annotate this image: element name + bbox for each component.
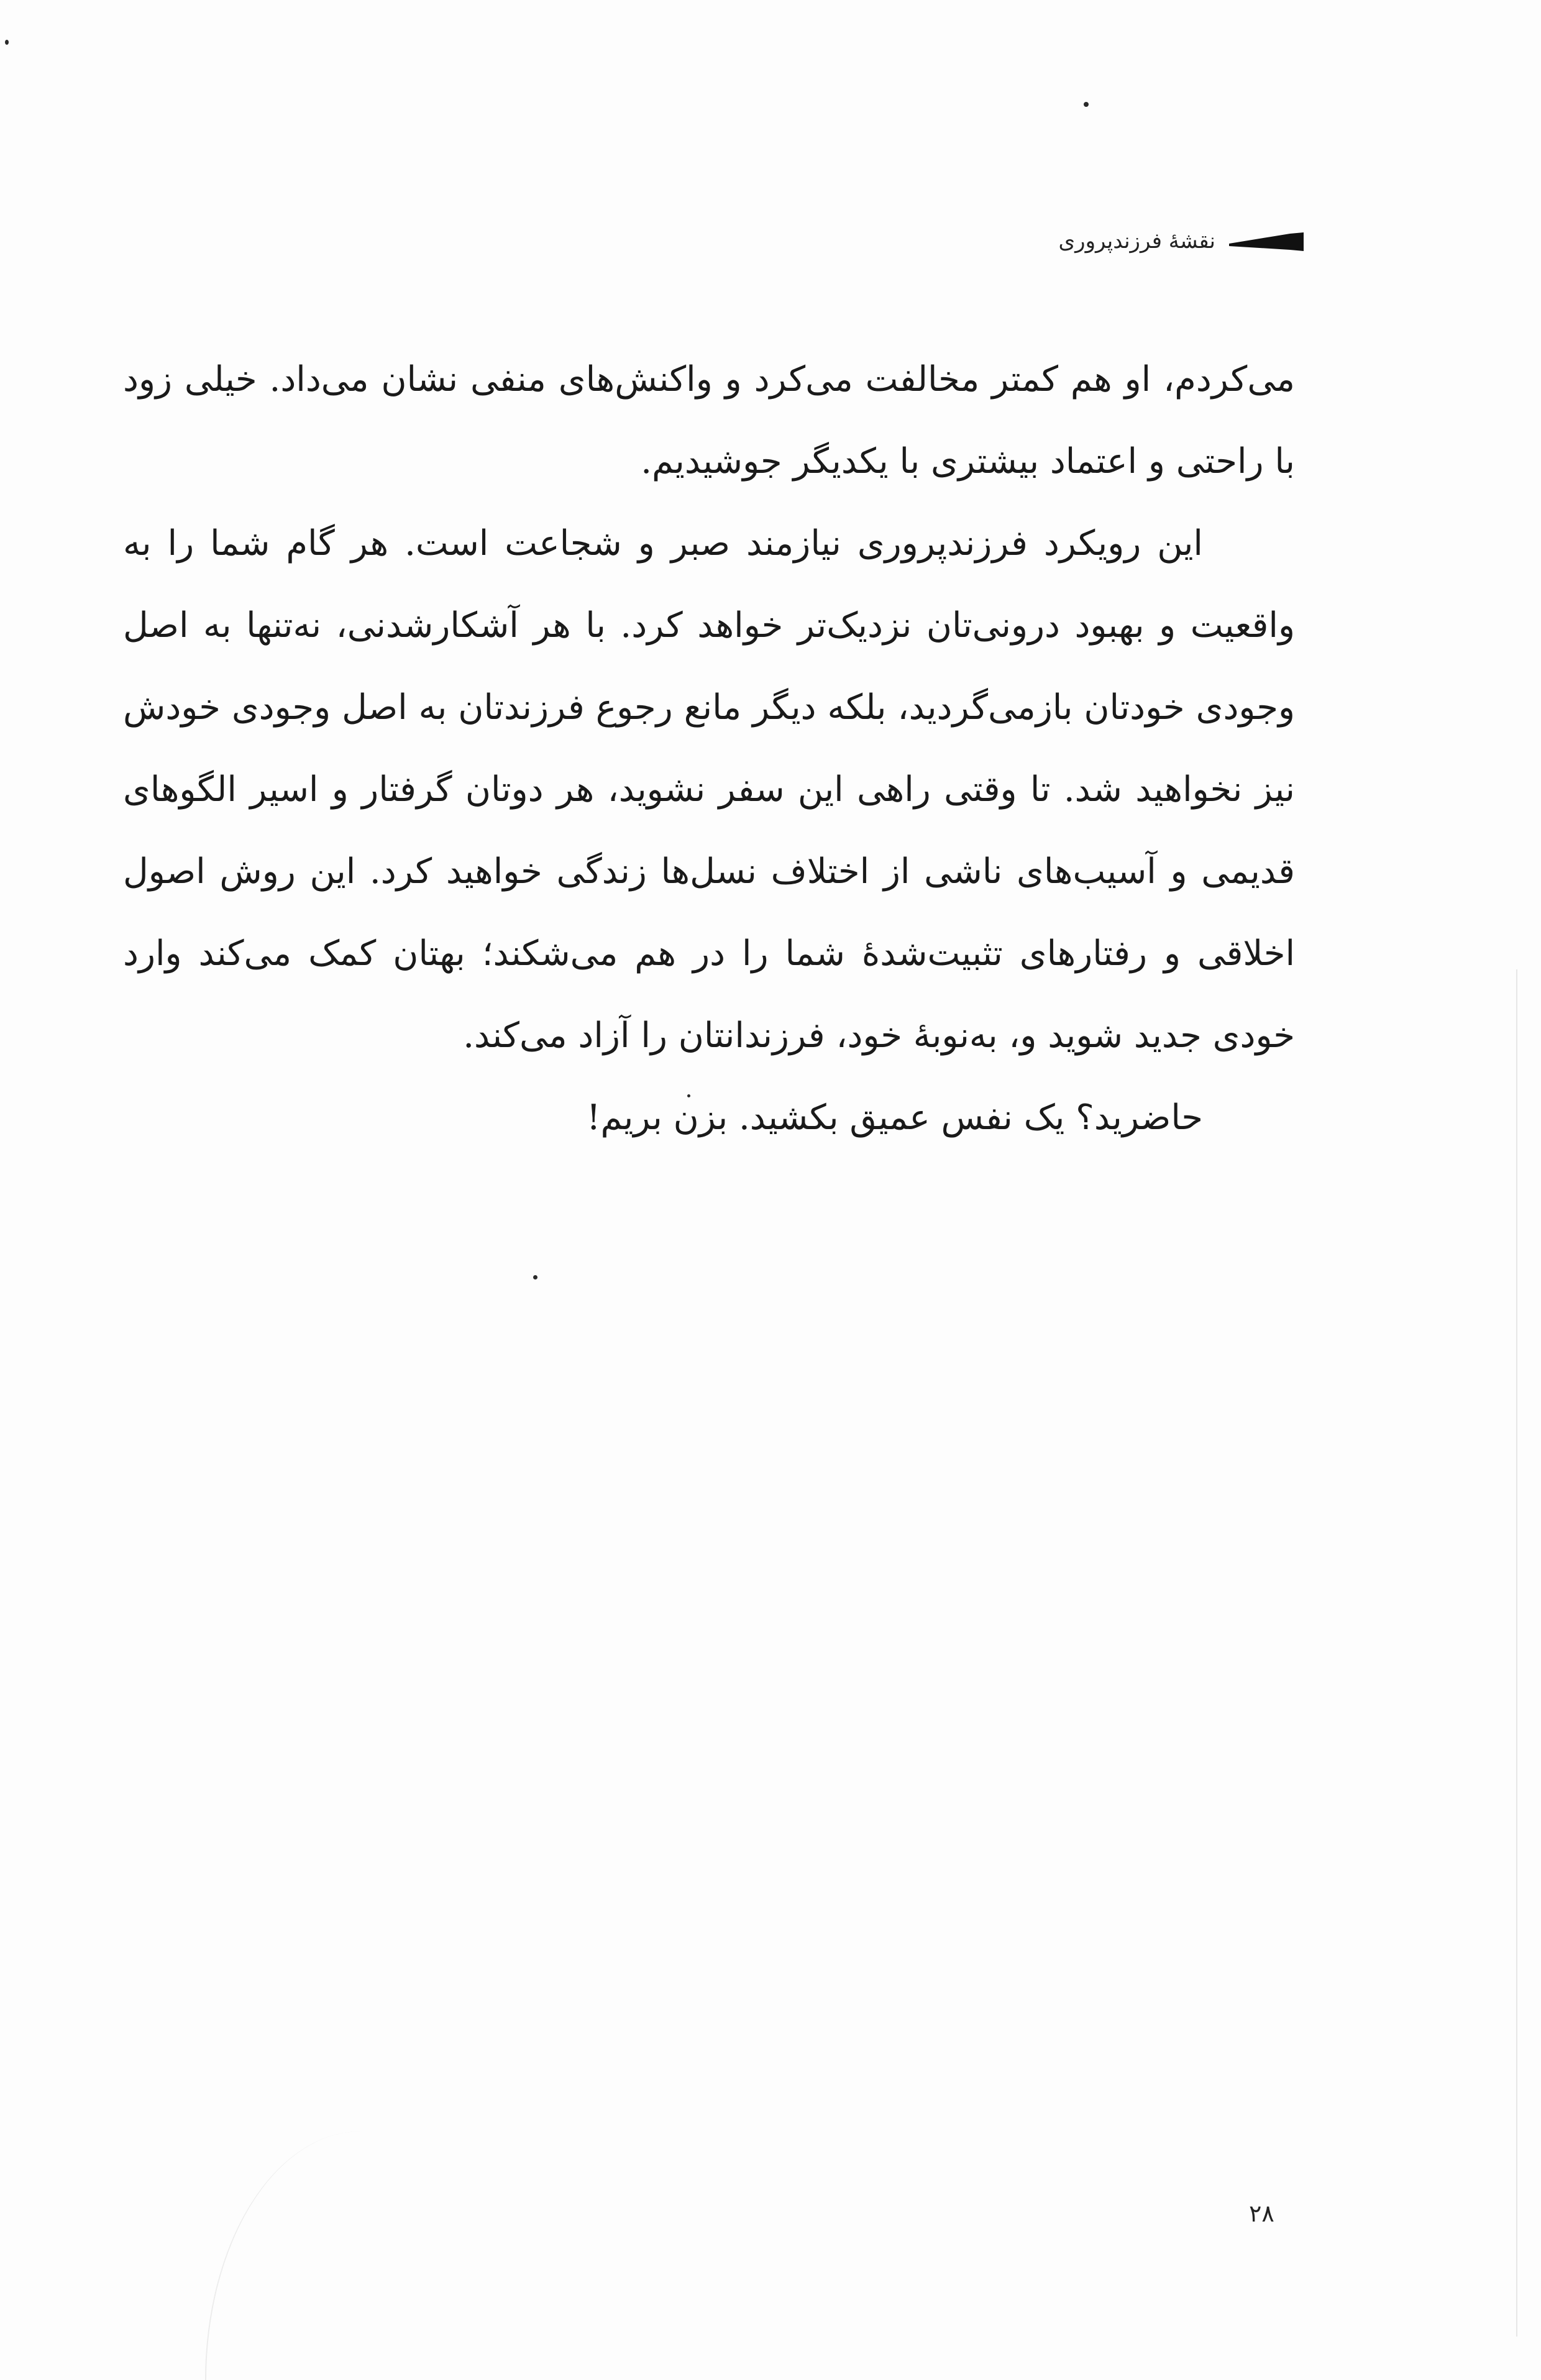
running-header [1059, 229, 1304, 254]
scan-edge-line [1516, 969, 1517, 2337]
paragraph: می‌کردم، او هم کمتر مخالفت می‌کرد و واکنش‌های منفی نشان می‌داد. خیلی زود با راحتی و اعتماد بیشتری با یکدیگر جوشیدیم. [123, 359, 1295, 482]
scan-speck [1084, 102, 1089, 107]
paragraph: این رویکرد فرزندپروری نیازمند صبر و شجاعت است. هر گام شما را به واقعیت و بهبود درونی‌تان نزدیک‌تر خواهد کرد. با هر آشکارشدنی، نه‌تنها به اصل وجودی خودتان بازمی‌گردید، بلکه دیگر مانع رجوع فرزندتان به اصل وجودی خودش نیز نخواهید شد. تا وقتی راهی این سفر نشوید، هر دوتان گرفتار و اسیر الگوهای قدیمی و آسیب‌های ناشی از اختلاف نسل‌ها زندگی خواهید کرد. این روش اصول اخلاقی و رفتارهای تثبیت‌شدهٔ شما را در هم می‌شکند؛ بهتان کمک می‌کند وارد خودی جدید شوید و، به‌نوبهٔ خود، فرزندانتان را آزاد می‌کند. [123, 523, 1295, 1056]
page-corner-curl [205, 2131, 362, 2380]
body-text [123, 339, 1295, 1159]
scan-speck [687, 1094, 690, 1097]
paragraph: حاضرید؟ یک نفس عمیق بکشید. بزن بریم! [586, 1097, 1203, 1138]
header-wedge-icon [1229, 230, 1304, 252]
scan-speck [533, 1275, 537, 1279]
scan-speck [5, 40, 9, 45]
header-title: نقشهٔ فرزندپروری [1058, 229, 1215, 254]
page-number: ۲۸ [1249, 2200, 1274, 2227]
